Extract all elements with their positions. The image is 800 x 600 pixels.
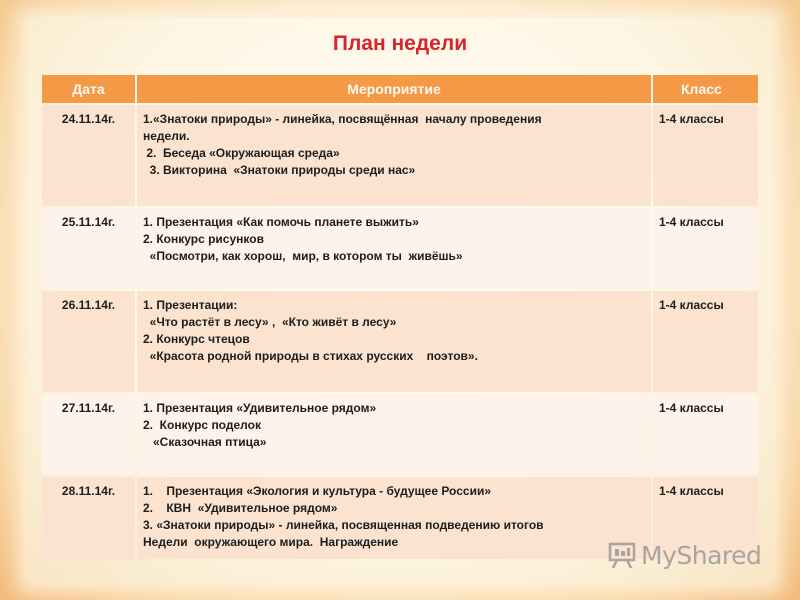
row-class: 1-4 классы bbox=[653, 291, 758, 392]
table-row bbox=[42, 208, 758, 289]
row-class: 1-4 классы bbox=[653, 477, 758, 559]
event-line: «Что растёт в лесу» , «Кто живёт в лесу» bbox=[143, 315, 397, 329]
row-event bbox=[137, 394, 651, 475]
event-line: 3. Викторина «Знатоки природы среди нас» bbox=[143, 163, 416, 177]
event-line: 1.«Знатоки природы» - линейка, посвящённая началу проведения bbox=[143, 112, 542, 126]
row-event bbox=[137, 208, 651, 289]
row-date: 24.11.14г. bbox=[42, 105, 135, 206]
watermark bbox=[607, 538, 767, 572]
row-event bbox=[137, 291, 651, 392]
row-date: 25.11.14г. bbox=[42, 208, 135, 289]
table-header-row bbox=[42, 75, 758, 103]
page-title: План недели bbox=[332, 32, 468, 55]
row-date: 27.11.14г. bbox=[42, 394, 135, 475]
event-line: «Сказочная птица» bbox=[143, 435, 267, 449]
event-line: 2. Конкурс рисунков bbox=[143, 232, 264, 246]
event-line: 2. Конкурс чтецов bbox=[143, 332, 250, 346]
event-line: 2. Беседа «Окружающая среда» bbox=[143, 146, 340, 160]
row-event bbox=[137, 105, 651, 206]
event-line: 1. Презентация «Экология и культура - будущее России» bbox=[143, 484, 491, 498]
table-row bbox=[42, 291, 758, 392]
plan-table bbox=[40, 73, 760, 561]
table-row bbox=[42, 394, 758, 475]
row-date: 26.11.14г. bbox=[42, 291, 135, 392]
column-header-event: Мероприятие bbox=[137, 75, 651, 103]
event-line: «Посмотри, как хорош, мир, в котором ты живёшь» bbox=[143, 249, 463, 263]
event-line: 2. КВН «Удивительное рядом» bbox=[143, 501, 338, 515]
watermark-text: MyShared bbox=[641, 540, 762, 570]
event-line: 1. Презентация «Удивительное рядом» bbox=[143, 401, 377, 415]
event-line: 1. Презентации: bbox=[143, 298, 238, 312]
event-line: 2. Конкурс поделок bbox=[143, 418, 261, 432]
row-event bbox=[137, 477, 651, 559]
event-line: недели. bbox=[143, 129, 190, 143]
event-line: «Красота родной природы в стихах русских поэтов». bbox=[143, 349, 478, 363]
table-row bbox=[42, 105, 758, 206]
column-header-date: Дата bbox=[42, 75, 135, 103]
event-line: 1. Презентация «Как помочь планете выжить» bbox=[143, 215, 419, 229]
event-line: Недели окружающего мира. Награждение bbox=[143, 535, 399, 549]
event-line: 3. «Знатоки природы» - линейка, посвященная подведению итогов bbox=[143, 518, 544, 532]
column-header-class: Класс bbox=[653, 75, 758, 103]
presentation-board-icon bbox=[607, 540, 637, 570]
row-date: 28.11.14г. bbox=[42, 477, 135, 559]
row-class: 1-4 классы bbox=[653, 394, 758, 475]
row-class: 1-4 классы bbox=[653, 208, 758, 289]
row-class: 1-4 классы bbox=[653, 105, 758, 206]
